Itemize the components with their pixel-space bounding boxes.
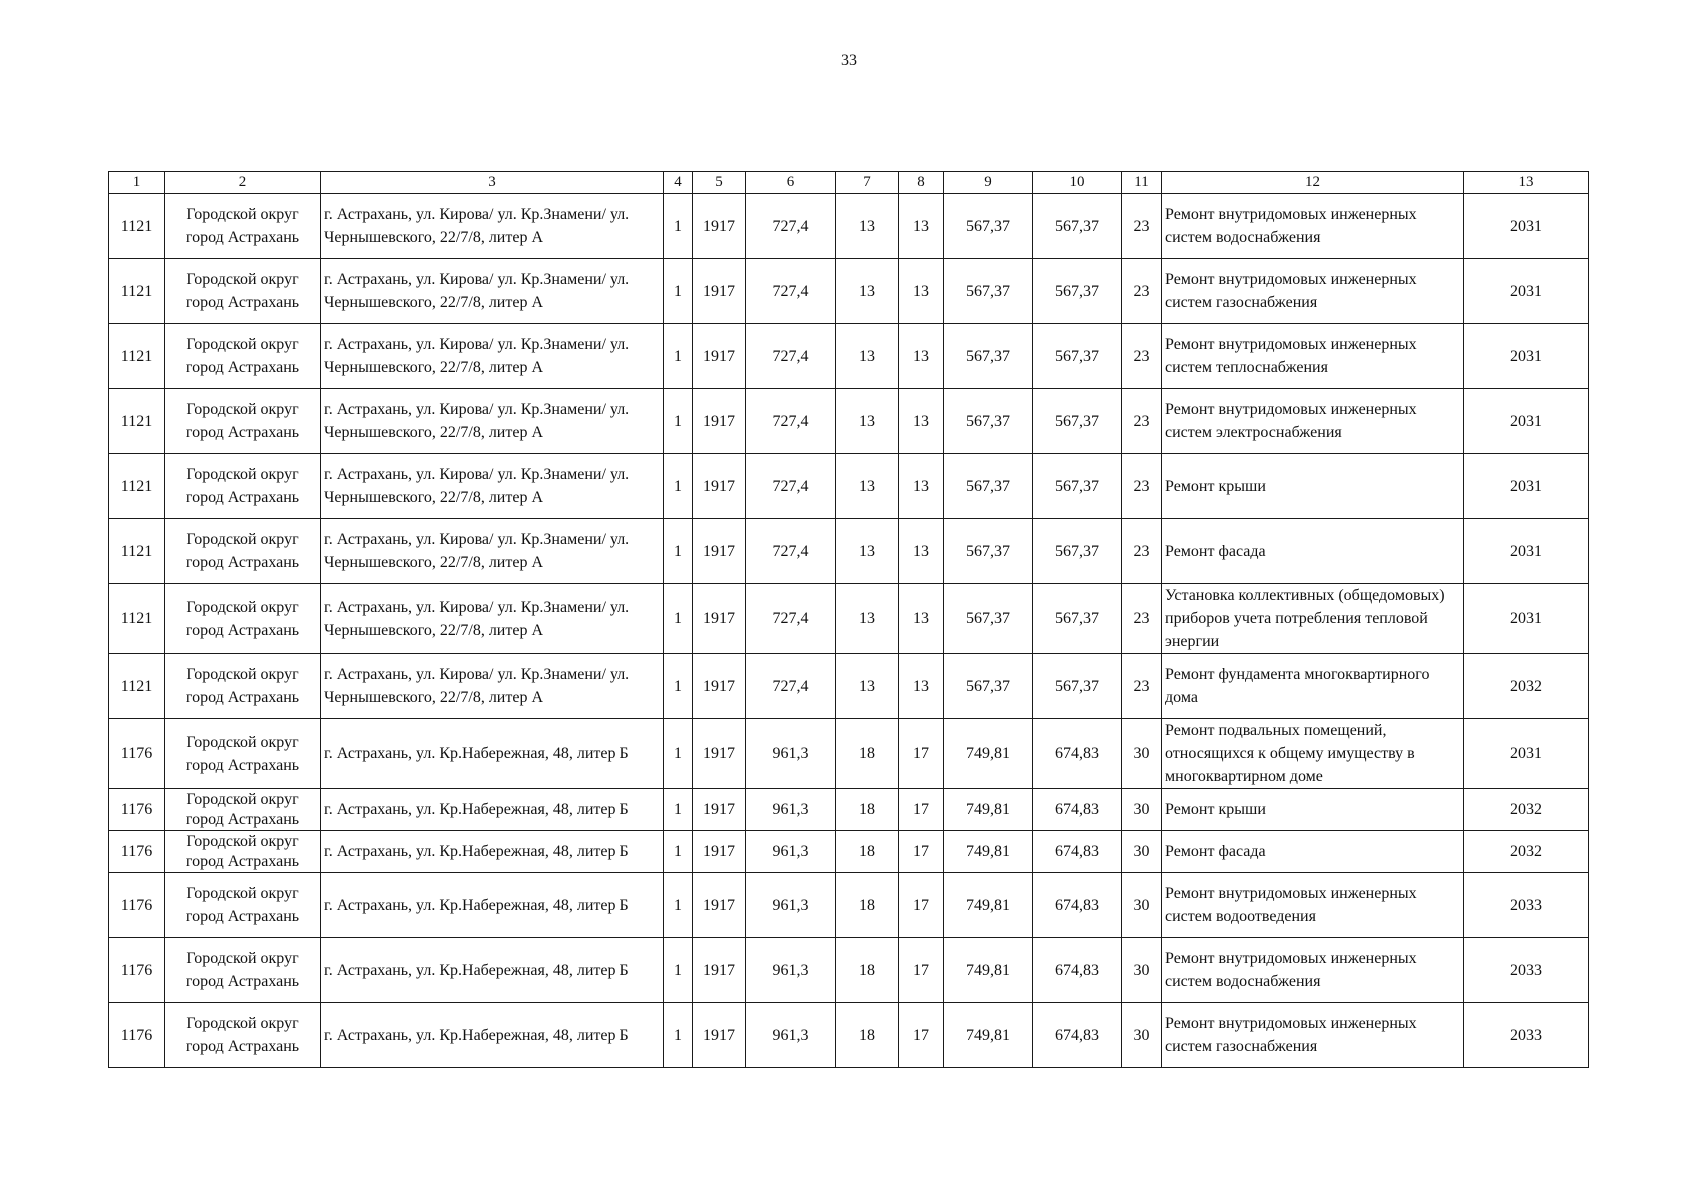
table-cell-col-8: 13	[899, 519, 944, 584]
table-cell-col-11: 23	[1122, 259, 1162, 324]
column-header: 8	[899, 172, 944, 194]
table-cell-col-12: Ремонт внутридомовых инженерных систем теплоснабжения	[1162, 324, 1464, 389]
table-cell-col-1: 1121	[109, 519, 165, 584]
table-cell-col-2: Городской округ город Астрахань	[165, 454, 321, 519]
table-cell-col-4: 1	[664, 259, 693, 324]
table-cell-col-7: 13	[836, 519, 899, 584]
table-cell-col-4: 1	[664, 519, 693, 584]
column-header: 5	[693, 172, 746, 194]
table-row	[109, 1003, 1589, 1068]
table-cell-col-2: Городской округ город Астрахань	[165, 1003, 321, 1068]
table-cell-col-2: Городской округ город Астрахань	[165, 519, 321, 584]
table-cell-col-7: 18	[836, 1003, 899, 1068]
table-cell-col-1: 1121	[109, 194, 165, 259]
table-cell-col-5: 1917	[693, 1003, 746, 1068]
table-cell-col-3: г. Астрахань, ул. Кр.Набережная, 48, литер Б	[321, 1003, 664, 1068]
table-cell-col-1: 1176	[109, 1003, 165, 1068]
table-cell-col-1: 1121	[109, 389, 165, 454]
table-cell-col-8: 13	[899, 259, 944, 324]
table-cell-col-4: 1	[664, 831, 693, 873]
table-cell-col-1: 1121	[109, 654, 165, 719]
table-cell-col-1: 1176	[109, 789, 165, 831]
table-cell-col-12: Ремонт фасада	[1162, 831, 1464, 873]
table-cell-col-9: 567,37	[944, 389, 1033, 454]
table-cell-col-13: 2031	[1464, 519, 1589, 584]
table-cell-col-3: г. Астрахань, ул. Кирова/ ул. Кр.Знамени/ ул. Чернышевского, 22/7/8, литер А	[321, 454, 664, 519]
table-cell-col-13: 2032	[1464, 654, 1589, 719]
table-cell-col-4: 1	[664, 873, 693, 938]
table-cell-col-1: 1121	[109, 324, 165, 389]
table-cell-col-4: 1	[664, 1003, 693, 1068]
table-cell-col-9: 567,37	[944, 654, 1033, 719]
table-cell-col-10: 567,37	[1033, 324, 1122, 389]
table-cell-col-3: г. Астрахань, ул. Кирова/ ул. Кр.Знамени/ ул. Чернышевского, 22/7/8, литер А	[321, 324, 664, 389]
table-cell-col-12: Ремонт крыши	[1162, 454, 1464, 519]
table-cell-col-8: 13	[899, 389, 944, 454]
column-header: 12	[1162, 172, 1464, 194]
table-cell-col-5: 1917	[693, 389, 746, 454]
table-cell-col-5: 1917	[693, 259, 746, 324]
column-header: 7	[836, 172, 899, 194]
table-cell-col-11: 30	[1122, 719, 1162, 789]
table-cell-col-7: 13	[836, 324, 899, 389]
table-cell-col-6: 961,3	[746, 1003, 836, 1068]
table-cell-col-12: Ремонт внутридомовых инженерных систем газоснабжения	[1162, 259, 1464, 324]
table-cell-col-12: Установка коллективных (общедомовых) приборов учета потребления тепловой энергии	[1162, 584, 1464, 654]
table-cell-col-3: г. Астрахань, ул. Кирова/ ул. Кр.Знамени/ ул. Чернышевского, 22/7/8, литер А	[321, 584, 664, 654]
table-cell-col-13: 2033	[1464, 1003, 1589, 1068]
table-cell-col-13: 2033	[1464, 873, 1589, 938]
table-cell-col-7: 18	[836, 873, 899, 938]
table-cell-col-3: г. Астрахань, ул. Кр.Набережная, 48, литер Б	[321, 938, 664, 1003]
table-cell-col-11: 23	[1122, 324, 1162, 389]
table-body	[109, 194, 1589, 1068]
table-cell-col-7: 18	[836, 719, 899, 789]
table-cell-col-10: 674,83	[1033, 719, 1122, 789]
table-cell-col-4: 1	[664, 584, 693, 654]
table-cell-col-9: 567,37	[944, 454, 1033, 519]
table-cell-col-11: 30	[1122, 938, 1162, 1003]
table-cell-col-7: 18	[836, 831, 899, 873]
table-cell-col-2: Городской округ город Астрахань	[165, 389, 321, 454]
table-cell-col-1: 1121	[109, 259, 165, 324]
table-cell-col-2: Городской округ город Астрахань	[165, 789, 321, 831]
table-cell-col-5: 1917	[693, 454, 746, 519]
table-cell-col-11: 23	[1122, 654, 1162, 719]
table-cell-col-3: г. Астрахань, ул. Кр.Набережная, 48, литер Б	[321, 831, 664, 873]
header-row	[109, 172, 1589, 194]
table-cell-col-4: 1	[664, 789, 693, 831]
table-row	[109, 454, 1589, 519]
table-cell-col-1: 1121	[109, 584, 165, 654]
table-cell-col-9: 567,37	[944, 259, 1033, 324]
table-cell-col-6: 727,4	[746, 194, 836, 259]
table-cell-col-11: 30	[1122, 1003, 1162, 1068]
table-row	[109, 719, 1589, 789]
table-row	[109, 831, 1589, 873]
table-cell-col-2: Городской округ город Астрахань	[165, 654, 321, 719]
table-cell-col-8: 17	[899, 831, 944, 873]
table-row	[109, 324, 1589, 389]
table-cell-col-11: 23	[1122, 389, 1162, 454]
table-cell-col-11: 30	[1122, 831, 1162, 873]
table-cell-col-13: 2032	[1464, 789, 1589, 831]
table-cell-col-11: 23	[1122, 519, 1162, 584]
table-cell-col-10: 674,83	[1033, 873, 1122, 938]
table-cell-col-11: 23	[1122, 584, 1162, 654]
table-cell-col-7: 13	[836, 194, 899, 259]
table-cell-col-2: Городской округ город Астрахань	[165, 831, 321, 873]
table-cell-col-1: 1176	[109, 938, 165, 1003]
table-cell-col-8: 17	[899, 1003, 944, 1068]
table-cell-col-10: 567,37	[1033, 519, 1122, 584]
table-cell-col-5: 1917	[693, 584, 746, 654]
table-cell-col-6: 961,3	[746, 719, 836, 789]
table-cell-col-6: 727,4	[746, 324, 836, 389]
table-cell-col-4: 1	[664, 454, 693, 519]
table-cell-col-8: 17	[899, 789, 944, 831]
column-header: 13	[1464, 172, 1589, 194]
table-cell-col-4: 1	[664, 389, 693, 454]
table-cell-col-10: 567,37	[1033, 454, 1122, 519]
table-cell-col-12: Ремонт внутридомовых инженерных систем газоснабжения	[1162, 1003, 1464, 1068]
table-cell-col-13: 2031	[1464, 454, 1589, 519]
table-cell-col-8: 13	[899, 324, 944, 389]
column-header: 10	[1033, 172, 1122, 194]
column-header: 3	[321, 172, 664, 194]
table-cell-col-8: 13	[899, 584, 944, 654]
table-cell-col-7: 13	[836, 259, 899, 324]
table-cell-col-6: 727,4	[746, 519, 836, 584]
table-cell-col-2: Городской округ город Астрахань	[165, 194, 321, 259]
table-row	[109, 873, 1589, 938]
table-cell-col-9: 749,81	[944, 789, 1033, 831]
table-cell-col-12: Ремонт внутридомовых инженерных систем водоотведения	[1162, 873, 1464, 938]
table-cell-col-5: 1917	[693, 873, 746, 938]
table-cell-col-2: Городской округ город Астрахань	[165, 584, 321, 654]
table-cell-col-7: 13	[836, 654, 899, 719]
column-header: 2	[165, 172, 321, 194]
table-cell-col-8: 13	[899, 654, 944, 719]
table-cell-col-7: 13	[836, 584, 899, 654]
table-cell-col-12: Ремонт фундамента многоквартирного дома	[1162, 654, 1464, 719]
table-cell-col-1: 1176	[109, 831, 165, 873]
table-cell-col-9: 749,81	[944, 831, 1033, 873]
table-cell-col-3: г. Астрахань, ул. Кр.Набережная, 48, литер Б	[321, 873, 664, 938]
table-row	[109, 654, 1589, 719]
table-cell-col-9: 749,81	[944, 1003, 1033, 1068]
table-cell-col-9: 567,37	[944, 519, 1033, 584]
table-cell-col-3: г. Астрахань, ул. Кирова/ ул. Кр.Знамени/ ул. Чернышевского, 22/7/8, литер А	[321, 519, 664, 584]
table-cell-col-7: 13	[836, 389, 899, 454]
table-cell-col-11: 30	[1122, 789, 1162, 831]
table-cell-col-10: 567,37	[1033, 389, 1122, 454]
table-cell-col-3: г. Астрахань, ул. Кр.Набережная, 48, литер Б	[321, 719, 664, 789]
table-cell-col-6: 727,4	[746, 584, 836, 654]
table-cell-col-3: г. Астрахань, ул. Кирова/ ул. Кр.Знамени/ ул. Чернышевского, 22/7/8, литер А	[321, 194, 664, 259]
table-cell-col-6: 961,3	[746, 938, 836, 1003]
column-header: 1	[109, 172, 165, 194]
table-cell-col-4: 1	[664, 654, 693, 719]
table-cell-col-11: 23	[1122, 454, 1162, 519]
table-row	[109, 259, 1589, 324]
table-cell-col-1: 1176	[109, 719, 165, 789]
table-cell-col-5: 1917	[693, 654, 746, 719]
table-cell-col-10: 567,37	[1033, 194, 1122, 259]
table-cell-col-3: г. Астрахань, ул. Кр.Набережная, 48, литер Б	[321, 789, 664, 831]
column-header: 9	[944, 172, 1033, 194]
table-cell-col-6: 961,3	[746, 873, 836, 938]
table-cell-col-5: 1917	[693, 789, 746, 831]
table-cell-col-5: 1917	[693, 194, 746, 259]
table-cell-col-12: Ремонт внутридомовых инженерных систем водоснабжения	[1162, 194, 1464, 259]
table-cell-col-2: Городской округ город Астрахань	[165, 259, 321, 324]
table-cell-col-10: 674,83	[1033, 789, 1122, 831]
table-cell-col-5: 1917	[693, 938, 746, 1003]
table-cell-col-7: 13	[836, 454, 899, 519]
table-cell-col-13: 2031	[1464, 719, 1589, 789]
column-header: 6	[746, 172, 836, 194]
table-row	[109, 194, 1589, 259]
table-cell-col-5: 1917	[693, 324, 746, 389]
table-row	[109, 519, 1589, 584]
table-cell-col-6: 727,4	[746, 454, 836, 519]
table-cell-col-6: 961,3	[746, 831, 836, 873]
table-cell-col-3: г. Астрахань, ул. Кирова/ ул. Кр.Знамени/ ул. Чернышевского, 22/7/8, литер А	[321, 654, 664, 719]
table-cell-col-4: 1	[664, 194, 693, 259]
data-table	[108, 171, 1589, 1068]
table-cell-col-13: 2031	[1464, 389, 1589, 454]
table-cell-col-13: 2033	[1464, 938, 1589, 1003]
table-cell-col-9: 749,81	[944, 719, 1033, 789]
table-cell-col-8: 17	[899, 938, 944, 1003]
table-cell-col-12: Ремонт крыши	[1162, 789, 1464, 831]
table-cell-col-2: Городской округ город Астрахань	[165, 719, 321, 789]
table-cell-col-8: 13	[899, 194, 944, 259]
table-cell-col-7: 18	[836, 789, 899, 831]
table-cell-col-2: Городской округ город Астрахань	[165, 873, 321, 938]
table-row	[109, 584, 1589, 654]
table-cell-col-13: 2031	[1464, 259, 1589, 324]
table-cell-col-10: 674,83	[1033, 938, 1122, 1003]
table-cell-col-4: 1	[664, 324, 693, 389]
table-cell-col-12: Ремонт фасада	[1162, 519, 1464, 584]
table-cell-col-10: 674,83	[1033, 831, 1122, 873]
table-cell-col-4: 1	[664, 719, 693, 789]
table-cell-col-12: Ремонт внутридомовых инженерных систем водоснабжения	[1162, 938, 1464, 1003]
table-cell-col-5: 1917	[693, 519, 746, 584]
table-cell-col-4: 1	[664, 938, 693, 1003]
table-cell-col-8: 17	[899, 719, 944, 789]
table-cell-col-13: 2031	[1464, 194, 1589, 259]
table-cell-col-1: 1176	[109, 873, 165, 938]
table-cell-col-6: 727,4	[746, 654, 836, 719]
table-cell-col-6: 961,3	[746, 789, 836, 831]
table-cell-col-11: 30	[1122, 873, 1162, 938]
table-cell-col-10: 567,37	[1033, 654, 1122, 719]
table-cell-col-13: 2031	[1464, 584, 1589, 654]
table-cell-col-2: Городской округ город Астрахань	[165, 324, 321, 389]
table-cell-col-5: 1917	[693, 719, 746, 789]
table-cell-col-8: 17	[899, 873, 944, 938]
table-cell-col-3: г. Астрахань, ул. Кирова/ ул. Кр.Знамени/ ул. Чернышевского, 22/7/8, литер А	[321, 259, 664, 324]
table-cell-col-9: 567,37	[944, 194, 1033, 259]
table-cell-col-10: 674,83	[1033, 1003, 1122, 1068]
table-cell-col-13: 2032	[1464, 831, 1589, 873]
table-row	[109, 938, 1589, 1003]
table-cell-col-1: 1121	[109, 454, 165, 519]
table-cell-col-8: 13	[899, 454, 944, 519]
table-cell-col-13: 2031	[1464, 324, 1589, 389]
table-cell-col-9: 749,81	[944, 873, 1033, 938]
table-cell-col-6: 727,4	[746, 389, 836, 454]
column-header: 11	[1122, 172, 1162, 194]
page-number: 33	[841, 52, 857, 69]
table-cell-col-10: 567,37	[1033, 584, 1122, 654]
column-header: 4	[664, 172, 693, 194]
table-cell-col-11: 23	[1122, 194, 1162, 259]
table-row	[109, 789, 1589, 831]
table-cell-col-9: 567,37	[944, 324, 1033, 389]
table-cell-col-12: Ремонт подвальных помещений, относящихся к общему имуществу в многоквартирном доме	[1162, 719, 1464, 789]
table-cell-col-6: 727,4	[746, 259, 836, 324]
table-cell-col-5: 1917	[693, 831, 746, 873]
table-cell-col-9: 749,81	[944, 938, 1033, 1003]
table-cell-col-12: Ремонт внутридомовых инженерных систем электроснабжения	[1162, 389, 1464, 454]
table-cell-col-2: Городской округ город Астрахань	[165, 938, 321, 1003]
table-row	[109, 389, 1589, 454]
table-cell-col-3: г. Астрахань, ул. Кирова/ ул. Кр.Знамени/ ул. Чернышевского, 22/7/8, литер А	[321, 389, 664, 454]
table-cell-col-7: 18	[836, 938, 899, 1003]
table-cell-col-9: 567,37	[944, 584, 1033, 654]
table-cell-col-10: 567,37	[1033, 259, 1122, 324]
